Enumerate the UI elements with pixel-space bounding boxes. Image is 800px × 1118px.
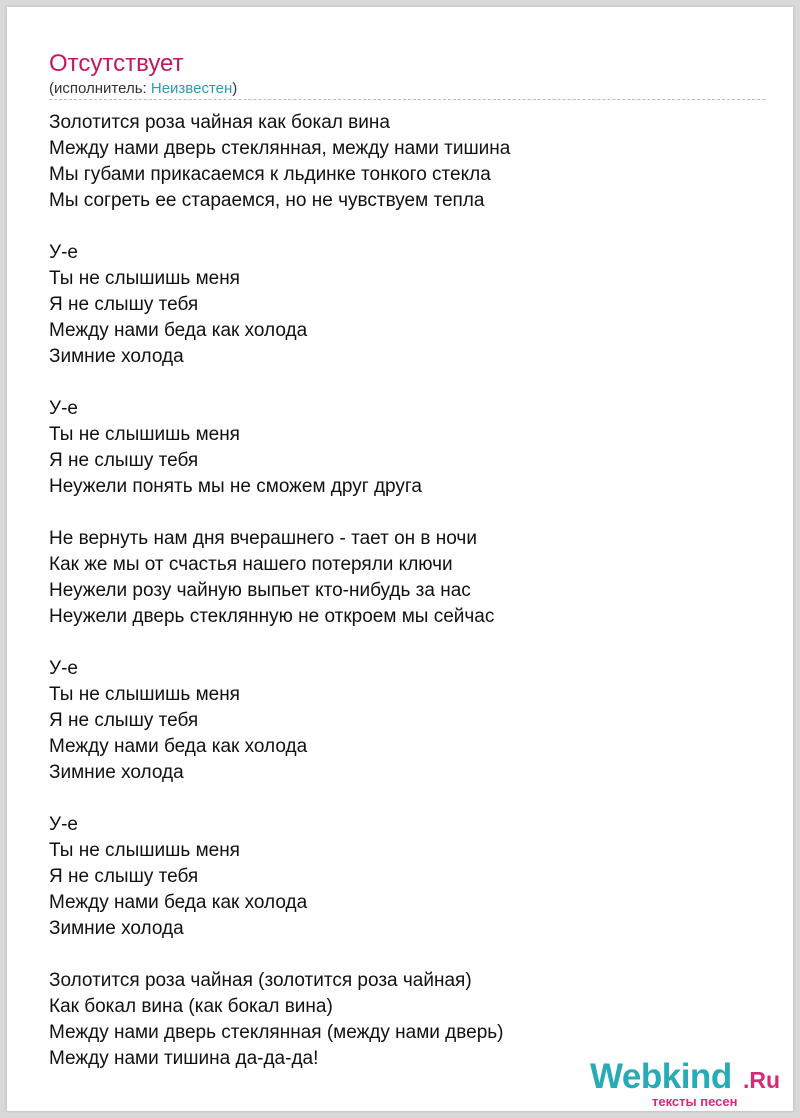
stanza-break (49, 786, 769, 812)
logo-domain: .Ru (743, 1067, 781, 1093)
stanza-break (49, 942, 769, 968)
lyric-line: Между нами беда как холода (49, 892, 308, 913)
stanza-break (49, 630, 769, 656)
stanza-break (49, 214, 769, 240)
lyric-line: Мы согреть ее стараемся, но не чувствуем тепла (49, 190, 485, 211)
logo-wordmark: Webkind (590, 1057, 732, 1096)
artist-link[interactable]: Неизвестен (150, 80, 233, 97)
lyric-line: Ты не слышишь меня (49, 684, 240, 705)
lyric-line: Ты не слышишь меня (49, 840, 240, 861)
lyric-line: Неужели понять мы не сможем друг друга (49, 476, 422, 497)
webkind-logo[interactable] (590, 1057, 790, 1117)
lyric-line: Ты не слышишь меня (49, 268, 240, 289)
lyric-line: Неужели дверь стеклянную не откроем мы сейчас (49, 606, 495, 627)
lyric-line: Золотится роза чайная (золотится роза чайная) (49, 970, 472, 991)
artist-suffix: ) (232, 80, 238, 97)
lyric-line: Между нами беда как холода (49, 736, 308, 757)
lyric-line: Ты не слышишь меня (49, 424, 240, 445)
lyric-line: Как бокал вина (как бокал вина) (49, 996, 333, 1017)
stanza-break (49, 500, 769, 526)
lyric-line: Зимние холода (49, 918, 184, 939)
lyric-line: У-е (49, 658, 78, 679)
lyrics-page (7, 7, 793, 1111)
lyric-line: Мы губами прикасаемся к льдинке тонкого стекла (49, 164, 491, 185)
lyric-line: Не вернуть нам дня вчерашнего - тает он в ночи (49, 528, 477, 549)
lyric-line: Зимние холода (49, 762, 184, 783)
lyric-line: Как же мы от счастья нашего потеряли ключи (49, 554, 453, 575)
logo-subtitle: тексты песен (652, 1094, 738, 1109)
lyric-line: У-е (49, 398, 78, 419)
lyric-line: Я не слышу тебя (49, 450, 199, 471)
stanza-break (49, 370, 769, 396)
lyric-line: У-е (49, 242, 78, 263)
lyric-line: Я не слышу тебя (49, 294, 199, 315)
lyrics-body (49, 110, 769, 1072)
lyric-line: Зимние холода (49, 346, 184, 367)
lyric-line: Неужели розу чайную выпьет кто-нибудь за нас (49, 580, 471, 601)
song-title: Отсутствует (49, 50, 184, 77)
lyric-line: Между нами беда как холода (49, 320, 308, 341)
lyric-line: Золотится роза чайная как бокал вина (49, 112, 390, 133)
lyric-line: Между нами дверь стеклянная, между нами тишина (49, 138, 511, 159)
lyric-line: Я не слышу тебя (49, 710, 199, 731)
lyric-line: Между нами дверь стеклянная (между нами дверь) (49, 1022, 504, 1043)
artist-line (49, 79, 237, 99)
artist-prefix: (исполнитель: (49, 80, 151, 97)
title-divider (49, 99, 765, 100)
lyric-line: Между нами тишина да-да-да! (49, 1048, 319, 1069)
lyric-line: Я не слышу тебя (49, 866, 199, 887)
lyric-line: У-е (49, 814, 78, 835)
